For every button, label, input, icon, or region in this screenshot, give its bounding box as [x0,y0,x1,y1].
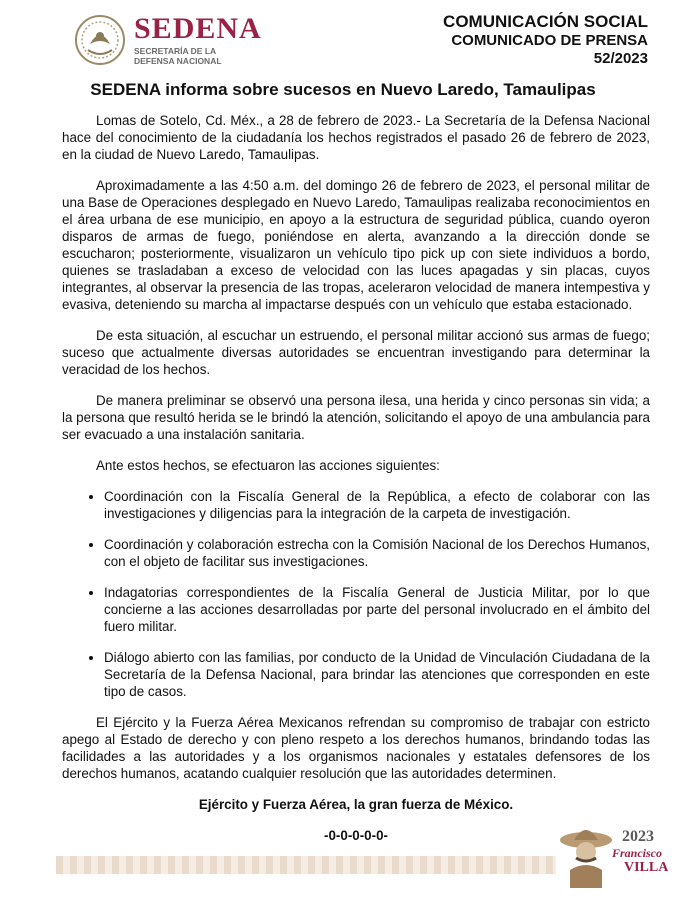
list-item: • Coordinación con la Fiscalía General de la República, a efecto de colaborar con las investigaciones y diligencias para la integración de la carpeta de investigación. [104,488,650,522]
logo-wordmark: SEDENA [134,12,262,45]
closing-paragraph: El Ejército y la Fuerza Aérea Mexicanos refrendan su compromiso de trabajar con estricto apego al Estado de derecho y con pleno respeto a los derechos humanos, brindando todas las facilidades a las autoridades y a los organismos nacionales y estatales defensores de los derechos humanos, acatando cualquier resolución que las autoridades determinen. [62,715,650,781]
paragraph: Aproximadamente a las 4:50 a.m. del domingo 26 de febrero de 2023, el personal militar de una Base de Operaciones desplegado en Nuevo Laredo, Tamaulipas realizaba reconocimientos en el área urbana de ese municipio, en apoyo a la estructura de seguridad pública, cuando oyeron disparos de armas de fuego, poniéndose en alerta, avanzando a la dirección donde se escucharon; posteriormente, visualizaron un vehículo tipo pick up con siete individuos a bordo, quienes se trasladaban a exceso de velocidad con las luces apagadas y sin placas, cuyos integrantes, al observar la presencia de las tropas, aceleraron velocidad de manera intempestiva y evasiva, deteniendo su marcha al impactarse después con un vehículo que estaba estacionado. [62,178,650,312]
actions-list [62,488,650,700]
footer-year: 2023 [622,828,654,845]
page-title: SEDENA informa sobre sucesos en Nuevo Laredo, Tamaulipas [90,80,596,99]
release-number: 52/2023 [593,50,648,67]
document-header [0,0,686,80]
footer-name-line2: VILLA [624,860,669,875]
paragraph: De manera preliminar se observó una persona ilesa, una herida y cinco personas sin vida; a la persona que resultó herida se le brindó la atención, solicitando el apoyo de una ambulancia para ser evacuado a una instalación sanitaria. [62,393,650,442]
sedena-logo [74,14,262,66]
paragraph: Lomas de Sotelo, Cd. Méx., a 28 de febrero de 2023.- La Secretaría de la Defensa Nacional hace del conocimiento de la ciudadanía los hechos registrados el pasado 26 de febrero de 2023, en la ciudad de Nuevo Laredo, Tamaulipas. [62,113,650,162]
paragraph: De esta situación, al escuchar un estruendo, el personal militar accionó sus armas de fuego; suceso que actualmente diversas autoridades se encuentran investigando para determinar la veracidad de los hechos. [62,328,650,377]
national-seal-icon [74,14,126,66]
slogan: Ejército y Fuerza Aérea, la gran fuerza de México. [198,797,514,812]
list-item: • Indagatorias correspondientes de la Fiscalía General de Justicia Militar, por lo que concierne a las acciones desarrolladas por parte del personal involucrado en el ámbito del fuero militar. [104,584,650,635]
paragraph: Ante estos hechos, se efectuaron las acciones siguientes: [96,458,440,473]
document-body [62,112,650,858]
footer-name-line1: Francisco [612,846,663,860]
logo-subtitle-line2: DEFENSA NACIONAL [134,56,222,66]
list-item: • Coordinación y colaboración estrecha con la Comisión Nacional de los Derechos Humanos, con el objeto de facilitar sus investigaciones. [104,536,650,570]
press-release-header [443,12,648,68]
communication-label: COMUNICACIÓN SOCIAL [443,12,648,31]
list-item: • Diálogo abierto con las familias, por conducto de la Unidad de Vinculación Ciudadana de la Secretaría de la Defensa Nacional, para brindar las atenciones que corresponden en este tipo de casos. [104,649,650,700]
press-release-label: COMUNICADO DE PRENSA [451,32,648,49]
end-mark: -0-0-0-0-0- [324,828,388,843]
logo-subtitle-line1: SECRETARÍA DE LA [134,46,217,56]
decorative-footer-band [56,856,556,874]
